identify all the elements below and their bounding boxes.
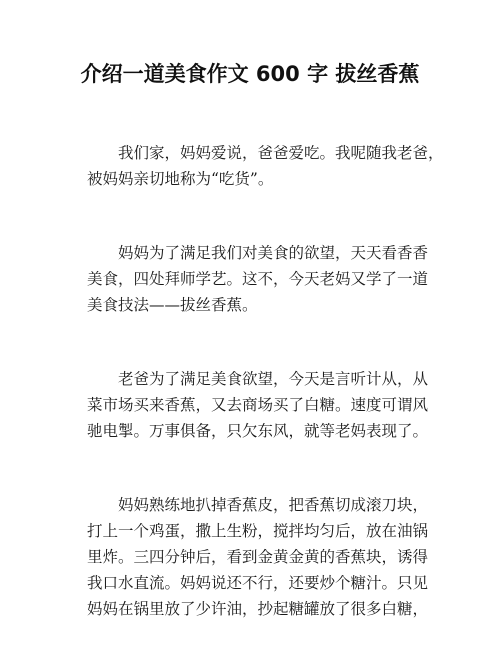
- text-line: 老爸为了满足美食欲望，今天是言听计从，从: [118, 370, 429, 388]
- essay-body: [87, 140, 444, 670]
- text-line: 菜市场买来香蕉，又去商场买了白糖。速度可谓风: [87, 396, 429, 414]
- paragraph-1: [87, 140, 444, 192]
- text-line: 妈妈熟练地扒掉香蕉皮，把香蕉切成滚刀块，: [118, 496, 429, 514]
- document-title: 介绍一道美食作文 600 字 拔丝香蕉: [80, 62, 420, 86]
- text-line: 妈妈为了满足我们对美食的欲望，天天看香香: [118, 244, 429, 262]
- text-line: 驰电掣。万事俱备，只欠东风，就等老妈表现了。: [87, 422, 429, 440]
- text-line: 里炸。三四分钟后，看到金黄金黄的香蕉块，诱得: [87, 548, 429, 566]
- text-line: 美食技法——拔丝香蕉。: [87, 296, 258, 314]
- text-line: 被妈妈亲切地称为“吃货”。: [87, 170, 274, 188]
- paragraph-2: [87, 240, 429, 318]
- paragraph-3: [87, 366, 429, 444]
- text-line: 美食，四处拜师学艺。这不，今天老妈又学了一道: [87, 270, 429, 288]
- text-line: 打上一个鸡蛋，撒上生粉，搅拌均匀后，放在油锅: [87, 522, 429, 540]
- text-line: 妈妈在锅里放了少许油，抄起糖罐放了很多白糖，: [87, 600, 429, 618]
- text-line: 我口水直流。妈妈说还不行，还要炒个糖汁。只见: [87, 574, 429, 592]
- text-line: 我们家，妈妈爱说，爸爸爱吃。我呢随我老爸，: [118, 144, 444, 162]
- paragraph-4: [87, 492, 429, 622]
